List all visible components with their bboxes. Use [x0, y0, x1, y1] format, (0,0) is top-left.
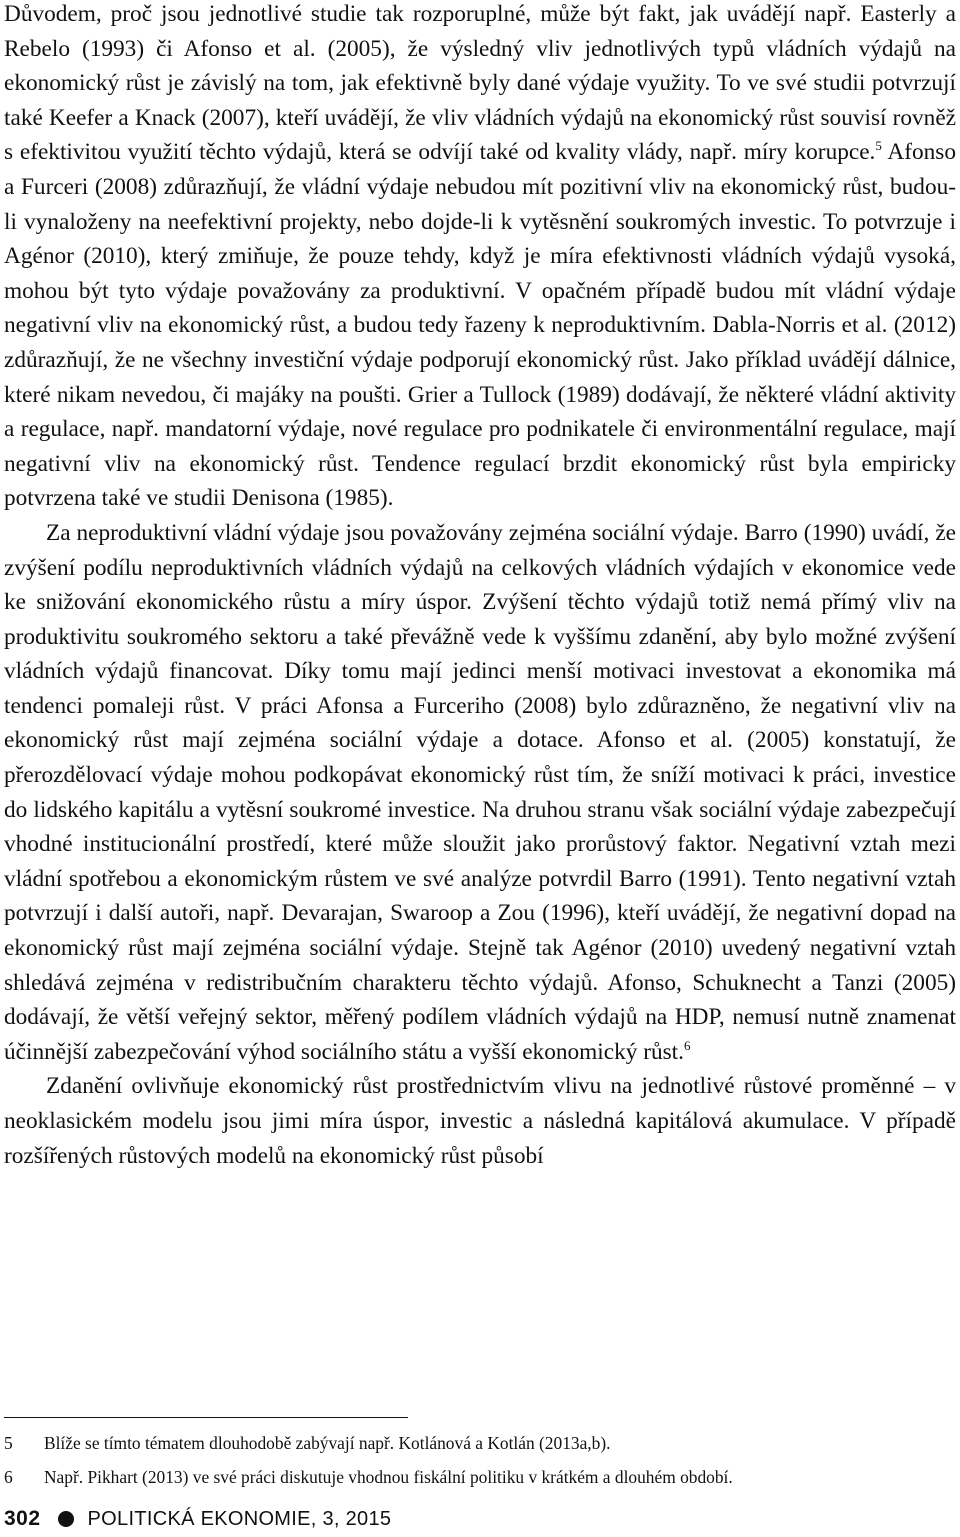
footnote-ref-5[interactable]: 5: [875, 138, 882, 154]
paragraph-2: [4, 516, 956, 1070]
footnote-divider: [4, 1417, 408, 1418]
journal-title: POLITICKÁ EKONOMIE, 3, 2015: [87, 1507, 392, 1530]
paragraph-text: Zdanění ovlivňuje ekonomický růst prostřednictvím vlivu na jednotlivé růstové proměnné – v neoklasickém modelu jsou jimi míra úspor, investic a následná kapitálová akumulace. V případě rozšířených růstových modelů na ekonomický růst působí: [4, 1073, 956, 1169]
paragraph-text: Důvodem, proč jsou jednotlivé studie tak rozporuplné, může být fakt, jak uvádějí např. Easterly a Rebelo (1993) či Afonso et al. (2005), že výsledný vliv jednotlivých typů vládních výdajů na ekonomický růst je závislý na tom, jak efektivně byly dané výdaje využity. To ve své studii potvrzují také Keefer a Knack (2007), kteří uvádějí, že vliv vládních výdajů na ekonomický růst souvisí rovněž s efektivitou využití těchto výdajů, která se odvíjí také od kvality vlády, např. míry korupce.: [4, 1, 956, 166]
footnote-number: 6: [4, 1467, 13, 1487]
page-footer: [4, 1505, 391, 1533]
body-text: [4, 0, 956, 1173]
paragraph-text: Afonso a Furceri (2008) zdůrazňují, že vládní výdaje nebudou mít pozitivní vliv na ekonomický růst, budou-li vynaloženy na neefektivní projekty, nebo dojde-li k vytěsnění soukromých investic. To potvrzuje i Agénor (2010), který zmiňuje, že pouze tehdy, když je míra efektivnosti vládních výdajů vysoká, mohou být tyto výdaje považovány za produktivní. V opačném případě budou mít vládní výdaje negativní vliv na ekonomický růst, a budou tedy řazeny k neproduktivním. Dabla-Norris et al. (2012) zdůrazňují, že ne všechny investiční výdaje podporují ekonomický růst. Jako příklad uvádějí dálnice, které nikam nevedou, či majáky na poušti. Grier a Tullock (1989) dodávají, že některé vládní aktivity a regulace, např. mandatorní výdaje, nové regulace pro podnikatele či environmentální regulace, mají negativní vliv na ekonomický růst. Tendence regulací brzdit ekonomický růst byla empiricky potvrzena také ve studii Denisona (1985).: [4, 139, 956, 512]
footnote-text: Např. Pikhart (2013) ve své práci diskutuje vhodnou fiskální politiku v krátkém a dlouhém období.: [44, 1467, 733, 1487]
page-number: 302: [4, 1507, 41, 1530]
bullet-icon: [58, 1511, 74, 1527]
footnote-number: 5: [4, 1433, 13, 1453]
paragraph-text: Za neproduktivní vládní výdaje jsou považovány zejména sociální výdaje. Barro (1990) uvádí, že zvýšení podílu neproduktivních vládních výdajů na celkových vládních výdajích v ekonomice vede ke snižování ekonomického růstu a míry úspor. Zvýšení těchto výdajů totiž nemá přímý vliv na produktivitu soukromého sektoru a také převážně vede k vyššímu zdanění, aby bylo možné zvýšení vládních výdajů financovat. Díky tomu mají jedinci menší motivaci investovat a ekonomika má tendenci pomaleji růst. V práci Afonsa a Furceriho (2008) bylo zdůrazněno, že negativní vliv na ekonomický růst mají zejména sociální výdaje a dotace. Afonso et al. (2005) konstatují, že přerozdělovací výdaje mohou podkopávat ekonomický růst tím, že sníží motivaci k práci, investice do lidského kapitálu a vytěsní soukromé investice. Na druhou stranu však sociální výdaje zabezpečují vhodné institucionální prostředí, které může sloužit jako prorůstový faktor. Negativní vztah mezi vládní spotřebou a ekonomickým růstem ve své analýze potvrdil Barro (1991). Tento negativní vztah potvrzují i další autoři, např. Devarajan, Swaroop a Zou (1996), kteří uvádějí, že negativní dopad na ekonomický růst mají zejména sociální výdaje. Stejně tak Agénor (2010) uvedený negativní vztah shledává zejména v redistribučním charakteru těchto výdajů. Afonso, Schuknecht a Tanzi (2005) dodávají, že větší veřejný sektor, měřený podílem vládních výdajů na HDP, nemusí nutně znamenat účinnější zabezpečování výhod sociálního státu a vyšší ekonomický růst.: [4, 519, 956, 1065]
footnote-5: [4, 1432, 956, 1466]
paragraph-3: [4, 1069, 956, 1173]
footnote-text: Blíže se tímto tématem dlouhodobě zabývají např. Kotlánová a Kotlán (2013a,b).: [44, 1433, 611, 1453]
footnotes: [4, 1432, 956, 1500]
paragraph-1: [4, 0, 956, 516]
footnote-ref-6[interactable]: 6: [683, 1037, 691, 1053]
footnote-6: [4, 1466, 956, 1500]
